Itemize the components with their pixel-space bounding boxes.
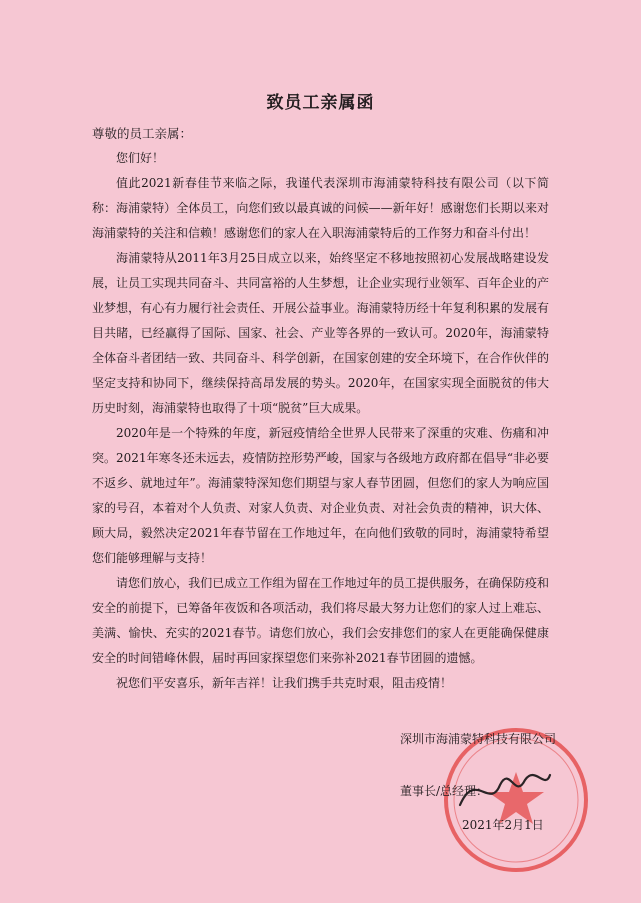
signature-block	[0, 720, 641, 840]
company-name: 深圳市海浦蒙特科技有限公司	[400, 732, 557, 746]
letter-body	[92, 146, 549, 696]
letter-title: 致员工亲属函	[266, 93, 375, 113]
signer-label: 董事长/总经理：	[400, 784, 489, 798]
paragraph-3: 海浦蒙特从2011年3月25日成立以来，始终坚定不移地按照初心发展战略建设发展，让员工实现共同奋斗、共同富裕的人生梦想，让企业实现行业领军、百年企业的产业梦想，有心有力履行社会责任、开展公益事业。海浦蒙特历经十年复利积累的发展有目共睹，已经赢得了国际、国家、社会、产业等各界的一致认可。2020年，海浦蒙特全体奋斗者团结一致、共同奋斗、科学创新，在国家创建的安全环境下，在合作伙伴的坚定支持和协同下，继续保持高昂发展的势头。2020年，在国家实现全面脱贫的伟大历史时刻，海浦蒙特也取得了十项“脱贫”巨大成果。	[92, 251, 549, 415]
letter-greeting: 尊敬的员工亲属：	[92, 126, 193, 141]
paragraph-4: 2020年是一个特殊的年度，新冠疫情给全世界人民带来了深重的灾难、伤痛和冲突。2021年寒冬还未远去，疫情防控形势严峻，国家与各级地方政府都在倡导“非必要不返乡、就地过年”。海浦蒙特深知您们期望与家人春节团圆，但您们的家人为响应国家的号召，本着对个人负责、对家人负责、对企业负责、对社会负责的精神，识大体、顾大局，毅然决定2021年春节留在工作地过年，在向他们致敬的同时，海浦蒙特希望您们能够理解与支持！	[92, 426, 549, 565]
paragraph-5: 请您们放心，我们已成立工作组为留在工作地过年的员工提供服务，在确保防疫和安全的前提下，已筹备年夜饭和各项活动，我们将尽最大努力让您们的家人过上难忘、美满、愉快、充实的2021春节。请您们放心，我们会安排您们的家人在更能确保健康安全的时间错峰休假，届时再回家探望您们来弥补2021春节团圆的遗憾。	[92, 576, 549, 665]
paragraph-6: 祝您们平安喜乐，新年吉祥！让我们携手共克时艰，阻击疫情！	[116, 676, 453, 690]
paragraph-2: 值此2021新春佳节来临之际，我谨代表深圳市海浦蒙特科技有限公司（以下简称：海浦蒙特）全体员工，向您们致以最真诚的问候——新年好！感谢您们长期以来对海浦蒙特的关注和信赖！感谢您们的家人在入职海浦蒙特后的工作努力和奋斗付出！	[92, 176, 549, 240]
letter-date: 2021年2月1日	[462, 818, 544, 832]
paragraph-1: 您们好！	[116, 151, 165, 165]
